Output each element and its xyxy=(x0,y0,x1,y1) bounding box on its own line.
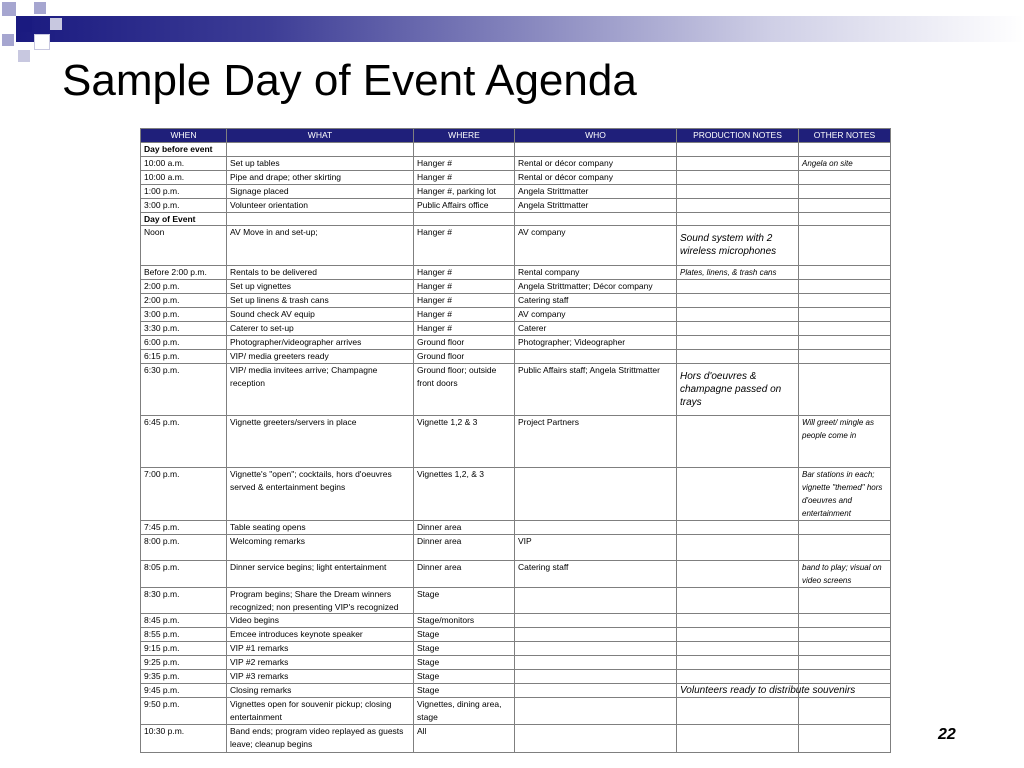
cell-other-notes xyxy=(799,698,891,725)
cell-where: Hanger # xyxy=(414,294,515,308)
cell-when: 9:50 p.m. xyxy=(141,698,227,725)
table-row xyxy=(141,294,891,308)
cell-who: AV company xyxy=(515,308,677,322)
cell-when: Day of Event xyxy=(141,212,227,226)
cell-when: 8:45 p.m. xyxy=(141,614,227,628)
cell-production-notes: Volunteers ready to distribute souvenirs xyxy=(677,684,799,698)
cell-production-notes xyxy=(677,416,799,468)
cell-when: 2:00 p.m. xyxy=(141,294,227,308)
cell-where: Hanger # xyxy=(414,170,515,184)
table-row xyxy=(141,725,891,753)
cell-where: Vignette 1,2 & 3 xyxy=(414,416,515,468)
cell-other-notes xyxy=(799,521,891,535)
table-row xyxy=(141,156,891,170)
cell-production-notes xyxy=(677,628,799,642)
cell-who xyxy=(515,684,677,698)
cell-where: Dinner area xyxy=(414,521,515,535)
cell-other-notes xyxy=(799,308,891,322)
header-other-notes: OTHER NOTES xyxy=(799,129,891,143)
cell-other-notes xyxy=(799,364,891,416)
cell-what xyxy=(227,143,414,157)
cell-what: VIP/ media invitees arrive; Champagne reception xyxy=(227,364,414,416)
cell-who xyxy=(515,698,677,725)
cell-who: VIP xyxy=(515,535,677,561)
cell-production-notes: Sound system with 2 wireless microphones xyxy=(677,226,799,266)
cell-other-notes: band to play; visual on video screens xyxy=(799,561,891,588)
cell-production-notes xyxy=(677,198,799,212)
cell-what: Photographer/videographer arrives xyxy=(227,336,414,350)
table-row xyxy=(141,628,891,642)
cell-who: Public Affairs staff; Angela Strittmatter xyxy=(515,364,677,416)
cell-other-notes xyxy=(799,322,891,336)
cell-production-notes xyxy=(677,725,799,753)
cell-what: VIP #2 remarks xyxy=(227,656,414,670)
cell-other-notes xyxy=(799,535,891,561)
cell-production-notes xyxy=(677,642,799,656)
cell-what: Program begins; Share the Dream winners recognized; non presenting VIP's recognized xyxy=(227,588,414,614)
cell-other-notes xyxy=(799,212,891,226)
cell-production-notes: Hors d'oeuvres & champagne passed on trays xyxy=(677,364,799,416)
cell-production-notes xyxy=(677,322,799,336)
cell-what: Video begins xyxy=(227,614,414,628)
cell-who: Angela Strittmatter; Décor company xyxy=(515,280,677,294)
cell-when: 9:45 p.m. xyxy=(141,684,227,698)
cell-who: Catering staff xyxy=(515,561,677,588)
cell-what: Pipe and drape; other skirting xyxy=(227,170,414,184)
cell-production-notes xyxy=(677,184,799,198)
cell-when: Before 2:00 p.m. xyxy=(141,266,227,280)
table-row xyxy=(141,670,891,684)
cell-when: 7:00 p.m. xyxy=(141,468,227,521)
cell-what: Welcoming remarks xyxy=(227,535,414,561)
cell-when: 1:00 p.m. xyxy=(141,184,227,198)
table-row xyxy=(141,684,891,698)
cell-who xyxy=(515,143,677,157)
cell-other-notes xyxy=(799,670,891,684)
cell-what: VIP #1 remarks xyxy=(227,642,414,656)
cell-when: 10:30 p.m. xyxy=(141,725,227,753)
table-row xyxy=(141,170,891,184)
cell-where: Vignettes, dining area, stage xyxy=(414,698,515,725)
cell-other-notes xyxy=(799,266,891,280)
cell-what: VIP #3 remarks xyxy=(227,670,414,684)
page-number: 22 xyxy=(938,726,956,743)
cell-who xyxy=(515,628,677,642)
cell-who xyxy=(515,468,677,521)
table-row xyxy=(141,336,891,350)
cell-where: Stage xyxy=(414,670,515,684)
cell-what: Signage placed xyxy=(227,184,414,198)
cell-when: 9:15 p.m. xyxy=(141,642,227,656)
table-row xyxy=(141,350,891,364)
cell-where: Stage xyxy=(414,588,515,614)
table-row xyxy=(141,698,891,725)
cell-what xyxy=(227,212,414,226)
header-when: WHEN xyxy=(141,129,227,143)
cell-who: Angela Strittmatter xyxy=(515,184,677,198)
table-row xyxy=(141,521,891,535)
cell-production-notes xyxy=(677,294,799,308)
cell-production-notes xyxy=(677,521,799,535)
table-row xyxy=(141,588,891,614)
cell-who xyxy=(515,725,677,753)
cell-where: Hanger # xyxy=(414,156,515,170)
agenda-table xyxy=(140,128,891,753)
cell-when: 8:00 p.m. xyxy=(141,535,227,561)
cell-where: All xyxy=(414,725,515,753)
cell-when: Noon xyxy=(141,226,227,266)
table-row xyxy=(141,184,891,198)
cell-production-notes xyxy=(677,143,799,157)
cell-what: Closing remarks xyxy=(227,684,414,698)
cell-other-notes xyxy=(799,280,891,294)
cell-other-notes xyxy=(799,294,891,308)
cell-where: Stage xyxy=(414,656,515,670)
cell-when: 8:55 p.m. xyxy=(141,628,227,642)
cell-other-notes xyxy=(799,143,891,157)
cell-who: Project Partners xyxy=(515,416,677,468)
cell-when: 10:00 a.m. xyxy=(141,156,227,170)
cell-production-notes xyxy=(677,156,799,170)
cell-what: Vignette greeters/servers in place xyxy=(227,416,414,468)
cell-who: Rental or décor company xyxy=(515,170,677,184)
table-row xyxy=(141,364,891,416)
table-row xyxy=(141,198,891,212)
cell-other-notes: Angela on site xyxy=(799,156,891,170)
cell-where: Hanger # xyxy=(414,280,515,294)
cell-when: 6:45 p.m. xyxy=(141,416,227,468)
table-row xyxy=(141,416,891,468)
cell-when: 7:45 p.m. xyxy=(141,521,227,535)
cell-where: Ground floor; outside front doors xyxy=(414,364,515,416)
cell-other-notes xyxy=(799,656,891,670)
cell-other-notes xyxy=(799,336,891,350)
table-row xyxy=(141,535,891,561)
table-row xyxy=(141,561,891,588)
cell-who xyxy=(515,588,677,614)
cell-who: Rental or décor company xyxy=(515,156,677,170)
decor-square-1 xyxy=(2,2,16,16)
cell-other-notes xyxy=(799,226,891,266)
cell-production-notes xyxy=(677,656,799,670)
cell-where: Stage xyxy=(414,684,515,698)
cell-what: Dinner service begins; light entertainment xyxy=(227,561,414,588)
cell-other-notes xyxy=(799,642,891,656)
cell-who: Rental company xyxy=(515,266,677,280)
table-row xyxy=(141,642,891,656)
cell-when: 3:00 p.m. xyxy=(141,308,227,322)
cell-when: 6:30 p.m. xyxy=(141,364,227,416)
cell-what: Vignette's "open"; cocktails, hors d'oeuvres served & entertainment begins xyxy=(227,468,414,521)
cell-who: Caterer xyxy=(515,322,677,336)
table-row xyxy=(141,468,891,521)
cell-who: Angela Strittmatter xyxy=(515,198,677,212)
cell-production-notes xyxy=(677,468,799,521)
table-row xyxy=(141,226,891,266)
cell-where: Public Affairs office xyxy=(414,198,515,212)
cell-where xyxy=(414,143,515,157)
cell-who xyxy=(515,614,677,628)
cell-production-notes xyxy=(677,561,799,588)
cell-production-notes xyxy=(677,350,799,364)
cell-where: Hanger # xyxy=(414,266,515,280)
cell-other-notes xyxy=(799,350,891,364)
cell-when: 6:15 p.m. xyxy=(141,350,227,364)
cell-production-notes xyxy=(677,670,799,684)
cell-when: 6:00 p.m. xyxy=(141,336,227,350)
cell-other-notes xyxy=(799,628,891,642)
cell-who: AV company xyxy=(515,226,677,266)
cell-other-notes xyxy=(799,588,891,614)
header-what: WHAT xyxy=(227,129,414,143)
decor-square-7 xyxy=(18,50,30,62)
cell-other-notes xyxy=(799,725,891,753)
cell-other-notes xyxy=(799,198,891,212)
cell-where: Stage xyxy=(414,628,515,642)
cell-what: Volunteer orientation xyxy=(227,198,414,212)
cell-other-notes xyxy=(799,184,891,198)
cell-what: Set up vignettes xyxy=(227,280,414,294)
decor-square-6 xyxy=(50,18,62,30)
cell-when: 9:35 p.m. xyxy=(141,670,227,684)
cell-who: Catering staff xyxy=(515,294,677,308)
cell-production-notes xyxy=(677,212,799,226)
table-row xyxy=(141,656,891,670)
cell-who xyxy=(515,521,677,535)
cell-what: Emcee introduces keynote speaker xyxy=(227,628,414,642)
table-row xyxy=(141,614,891,628)
cell-what: AV Move in and set-up; xyxy=(227,226,414,266)
cell-when: 3:30 p.m. xyxy=(141,322,227,336)
cell-production-notes xyxy=(677,614,799,628)
cell-production-notes xyxy=(677,280,799,294)
cell-where: Hanger #, parking lot xyxy=(414,184,515,198)
decor-square-2 xyxy=(16,16,32,32)
cell-who xyxy=(515,656,677,670)
table-row xyxy=(141,266,891,280)
cell-other-notes: Will greet/ mingle as people come in xyxy=(799,416,891,468)
header-gradient-bar xyxy=(16,16,1024,42)
cell-production-notes: Plates, linens, & trash cans xyxy=(677,266,799,280)
cell-production-notes xyxy=(677,336,799,350)
cell-when: 9:25 p.m. xyxy=(141,656,227,670)
table-row xyxy=(141,280,891,294)
header-production-notes: PRODUCTION NOTES xyxy=(677,129,799,143)
cell-when: 3:00 p.m. xyxy=(141,198,227,212)
decor-square-5 xyxy=(34,34,50,50)
cell-other-notes: Bar stations in each; vignette "themed" hors d'oeuvres and entertainment xyxy=(799,468,891,521)
cell-where: Vignettes 1,2, & 3 xyxy=(414,468,515,521)
slide-title: Sample Day of Event Agenda xyxy=(62,56,637,105)
cell-what: Rentals to be delivered xyxy=(227,266,414,280)
cell-where xyxy=(414,212,515,226)
cell-where: Ground floor xyxy=(414,350,515,364)
cell-who xyxy=(515,212,677,226)
table-header-row xyxy=(141,129,891,143)
cell-what: Set up linens & trash cans xyxy=(227,294,414,308)
cell-where: Dinner area xyxy=(414,561,515,588)
section-row xyxy=(141,212,891,226)
cell-what: Table seating opens xyxy=(227,521,414,535)
cell-production-notes xyxy=(677,170,799,184)
cell-where: Stage/monitors xyxy=(414,614,515,628)
cell-who xyxy=(515,670,677,684)
cell-where: Ground floor xyxy=(414,336,515,350)
cell-what: Caterer to set-up xyxy=(227,322,414,336)
cell-when: 8:30 p.m. xyxy=(141,588,227,614)
cell-what: VIP/ media greeters ready xyxy=(227,350,414,364)
table-row xyxy=(141,308,891,322)
cell-production-notes xyxy=(677,698,799,725)
cell-where: Hanger # xyxy=(414,226,515,266)
cell-what: Band ends; program video replayed as guests leave; cleanup begins xyxy=(227,725,414,753)
header-where: WHERE xyxy=(414,129,515,143)
cell-what: Set up tables xyxy=(227,156,414,170)
cell-production-notes xyxy=(677,535,799,561)
cell-what: Vignettes open for souvenir pickup; closing entertainment xyxy=(227,698,414,725)
cell-where: Hanger # xyxy=(414,322,515,336)
cell-when: 10:00 a.m. xyxy=(141,170,227,184)
table-row xyxy=(141,322,891,336)
section-row xyxy=(141,143,891,157)
cell-where: Dinner area xyxy=(414,535,515,561)
cell-when: 2:00 p.m. xyxy=(141,280,227,294)
cell-who xyxy=(515,350,677,364)
cell-when: 8:05 p.m. xyxy=(141,561,227,588)
cell-where: Stage xyxy=(414,642,515,656)
cell-what: Sound check AV equip xyxy=(227,308,414,322)
cell-who xyxy=(515,642,677,656)
cell-other-notes xyxy=(799,170,891,184)
header-who: WHO xyxy=(515,129,677,143)
cell-where: Hanger # xyxy=(414,308,515,322)
cell-when: Day before event xyxy=(141,143,227,157)
decor-square-4 xyxy=(2,34,14,46)
cell-production-notes xyxy=(677,308,799,322)
decor-square-3 xyxy=(34,2,46,14)
cell-other-notes xyxy=(799,614,891,628)
cell-who: Photographer; Videographer xyxy=(515,336,677,350)
cell-production-notes xyxy=(677,588,799,614)
